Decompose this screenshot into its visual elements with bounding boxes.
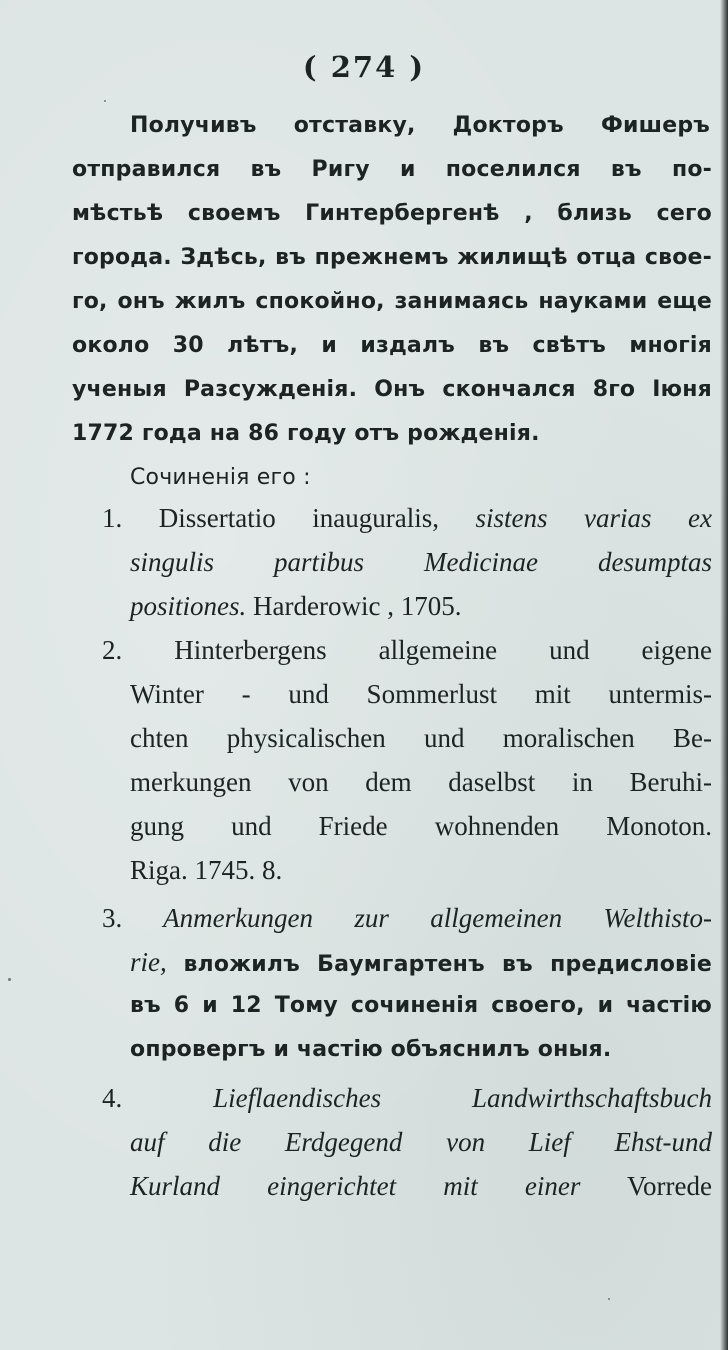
page-number: ( 274 ) (302, 50, 426, 84)
work-item-4-line (130, 1164, 712, 1208)
paragraph-line: ученыя Разсужденія. Онъ скончался 8го Іюня (72, 377, 712, 402)
work-title-italic: Lieflaendisches Landwirthschaftsbuch (213, 1083, 712, 1113)
work-item-1 (102, 496, 712, 540)
work-note: вложилъ Баумгартенъ въ предисловіе (183, 952, 713, 977)
work-title-italic: rie, (130, 947, 167, 977)
paragraph-line: отправился въ Ригу и поселился въ по- (72, 157, 712, 182)
work-imprint: Vorrede (627, 1171, 712, 1201)
work-item-3 (102, 896, 712, 940)
paper-speck (104, 100, 106, 102)
work-item-2-line: gung und Friede wohnenden Monoton. (130, 811, 712, 841)
work-item-3-line (130, 940, 712, 984)
works-heading: Сочиненія его : (130, 465, 311, 490)
page-edge-shadow (720, 0, 728, 1350)
work-item-2 (102, 628, 712, 672)
paragraph-line: Получивъ отставку, Докторъ Фишеръ (130, 113, 710, 138)
work-item-2-line: merkungen von dem daselbst in Beruhi- (130, 767, 712, 797)
work-title: Hinterbergens allgemeine und eigene (174, 635, 713, 665)
paragraph-line: 1772 года на 86 году отъ рожденія. (72, 421, 540, 446)
work-item-3-line: опровергъ и частію объяснилъ оныя. (130, 1037, 612, 1062)
work-item-1-line (130, 584, 712, 628)
work-imprint: Harderowic , 1705. (253, 591, 462, 621)
work-title-italic: sistens varias ex (475, 503, 713, 533)
paragraph-line: мѣстьѣ своемъ Гинтербергенѣ , близь сего (72, 201, 712, 226)
work-item-2-imprint: Riga. 1745. 8. (130, 855, 283, 885)
paragraph-line: го, онъ жилъ спокойно, занимаясь науками еще (72, 289, 712, 314)
work-number: 2. (102, 635, 123, 665)
work-number: 3. (102, 903, 123, 933)
work-item-2-line: Winter - und Sommerlust mit untermis- (130, 679, 712, 709)
work-item-3-line: въ 6 и 12 Тому сочиненія своего, и частію (130, 993, 712, 1018)
paper-speck (608, 1298, 610, 1300)
work-number: 4. (102, 1083, 123, 1113)
work-title-italic: Kurland eingerichtet mit einer (130, 1171, 581, 1201)
work-item-2-line: chten physicalischen und moralischen Be- (130, 723, 712, 753)
paragraph-line: города. Здѣсь, въ прежнемъ жилищѣ отца свое- (72, 245, 712, 270)
work-title-italic: Anmerkungen zur allgemeinen Welthisto- (163, 903, 712, 933)
work-item-4 (102, 1076, 712, 1120)
work-item-4-line: auf die Erdgegend von Lief Ehst-und (130, 1127, 712, 1157)
paragraph-line: около 30 лѣтъ, и издалъ въ свѣтъ многія (72, 333, 712, 358)
paper-speck (8, 978, 11, 981)
work-number: 1. (102, 503, 123, 533)
work-title-roman: Dissertatio inauguralis, (158, 503, 439, 533)
work-title-italic: positiones. (130, 591, 247, 621)
work-item-1-line: singulis partibus Medicinae desumptas (130, 547, 712, 577)
